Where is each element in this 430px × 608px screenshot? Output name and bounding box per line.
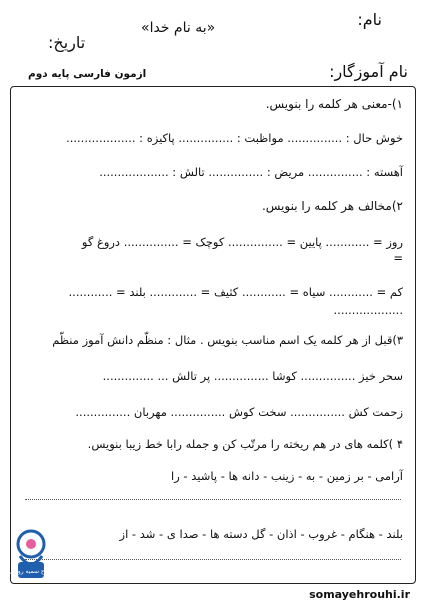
q4-line1: آرامی - بر زمین - به - زینب - دانه ها - پاشید - را [171,469,403,483]
q2-line2: کم = ............ سیاه = ............ کثیف = ............. بلند = ............ [68,285,403,299]
footer-website[interactable]: somayehrouhi.ir [309,588,410,601]
q1-line2: آهسته : ............... مریض : ............... تالش : ................... [99,165,403,179]
q3-title: ۳)قبل از هر کلمه یک اسم مناسب بنویس . مثال : منظّم دانش آموز منظّم [52,333,403,347]
q3-line1: سحر خیز ............... کوشا ............... پر تالش ... .............. [102,369,403,383]
worksheet [6,6,422,602]
q2-line2-continued: ................... [333,303,403,317]
logo-text: طرح سمیه روحی [9,568,53,575]
q3-line2: زحمت کش ............... سخت کوش ............... مهربان ............... [75,405,403,419]
teacher-name-label: نام آموزگار: [329,62,408,81]
q4-answer-line2[interactable] [25,559,401,560]
q1-title: ۱)-معنی هر کلمه را بنویس. [265,97,403,111]
q1-line1: خوش حال : ............... مواظبت : ............... پاکیزه : ................... [66,131,403,145]
student-name-label: نام: [357,10,382,29]
q2-line1: روز = ............ پایین = ............... کوچک = ............... دروغ گو [81,235,403,249]
q4-title: ۴ )کلمه های در هم ریخته را مرتّب کن و جمله رابا خط زیبا بنویس. [87,437,403,451]
exam-title: ازمون فارسی پایه دوم [28,68,147,80]
basmala-heading: «به نام خدا» [141,20,216,36]
q4-line2: بلند - هنگام - غروب - اذان - گل دسته ها - صدا ی - شد - از [119,527,403,541]
questions-frame [10,86,416,584]
publisher-logo [9,526,53,584]
q2-title: ۲)مخالف هر کلمه را بنویس. [261,199,403,213]
q2-line1-continued: = [393,251,403,265]
date-label: تاریخ: [48,33,86,52]
q4-answer-line1[interactable] [25,499,401,500]
